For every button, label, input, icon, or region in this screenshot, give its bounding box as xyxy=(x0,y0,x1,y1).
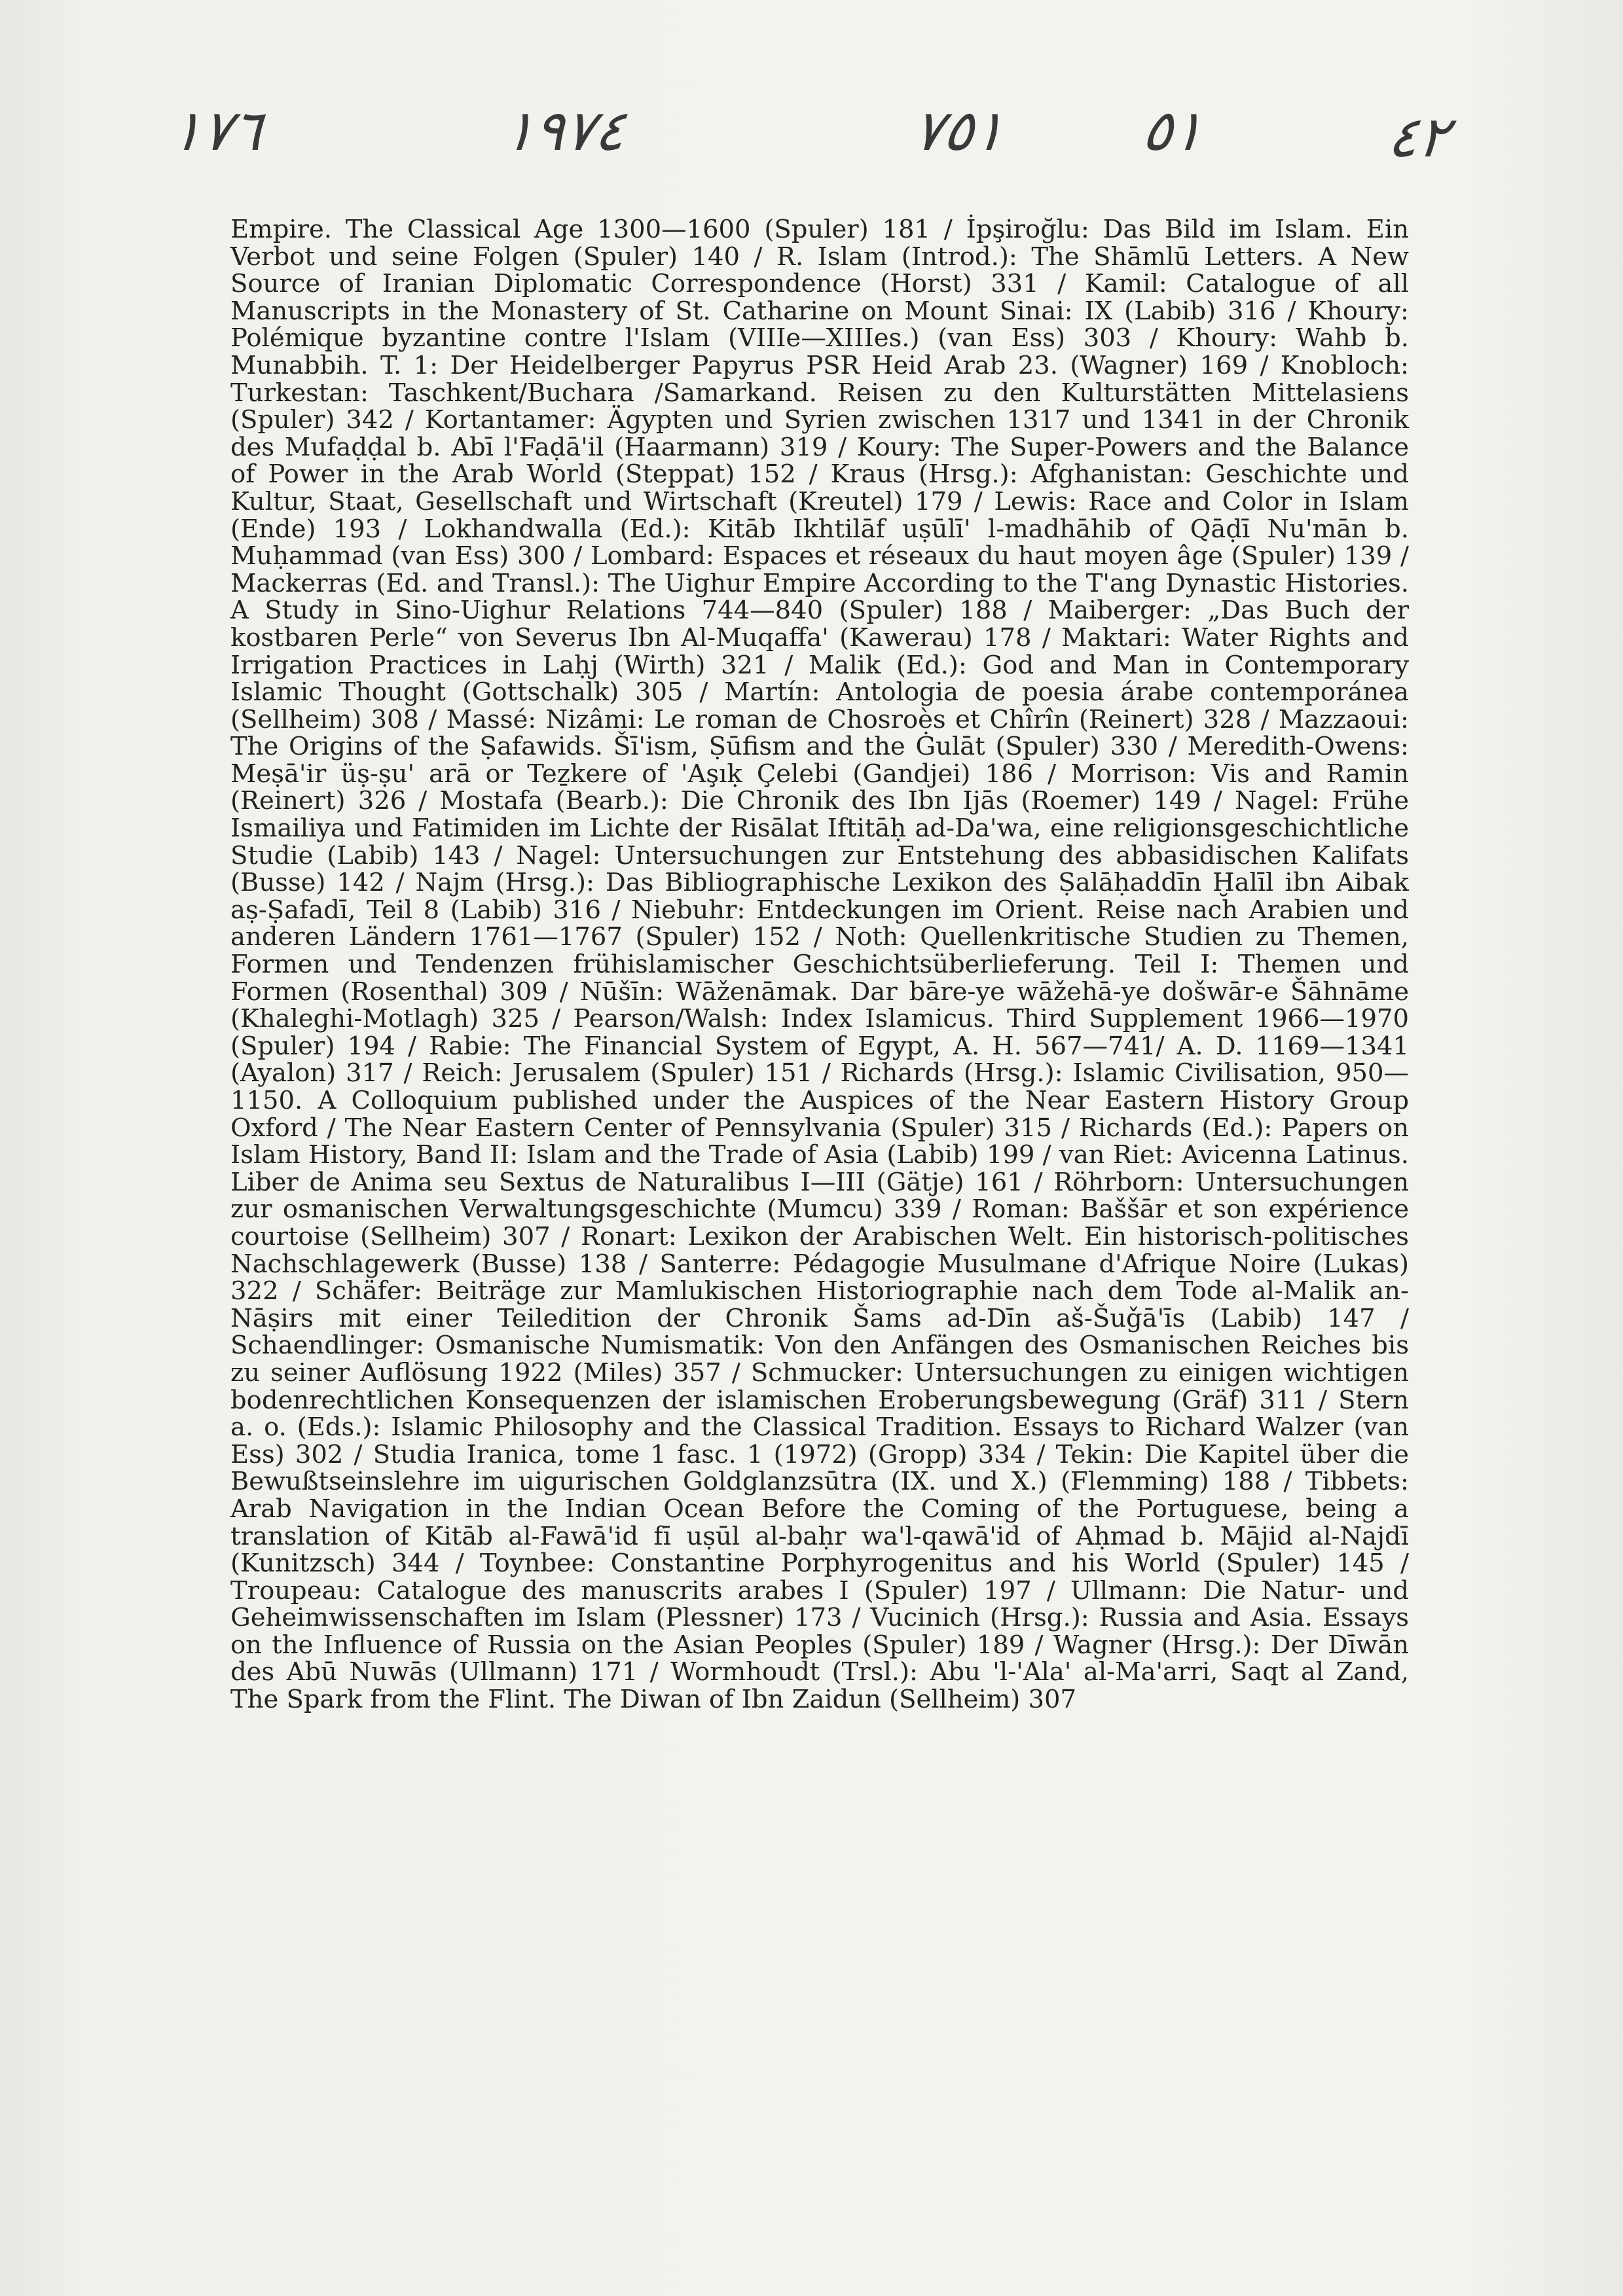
index-paragraph: Empire. The Classical Age 1300—1600 (Spuler) 181 / İpşiroğlu: Das Bild im Islam. Ein Verbot und seine Folgen (Spuler) 140 / R. Islam (Introd.): The Shāmlū Letters. A New Source of Iranian Diplomatic Correspondence (Horst) 331 / Kamil: Catalogue of all Manuscripts in the Monastery of St. Catharine on Mount Sinai: IX (Labib) 316 / Khoury: Polémique byzantine contre l'Islam (VIIIe—XIIIes.) (van Ess) 303 / Khoury: Wahb b. Munabbih. T. 1: Der Heidelberger Papyrus PSR Heid Arab 23. (Wagner) 169 / Knobloch: Turkestan: Taschkent/Buchara /Samarkand. Reisen zu den Kulturstätten Mittelasiens (Spuler) 342 / Kortantamer: Ägypten und Syrien zwischen 1317 und 1341 in der Chronik des Mufaḍḍal b. Abī l'Faḍā'il (Haarmann) 319 / Koury: The Super-Powers and the Balance of Power in the Arab World (Steppat) 152 / Kraus (Hrsg.): Afghanistan: Geschichte und Kultur, Staat, Gesellschaft und Wirtschaft (Kreutel) 179 / Lewis: Race and Color in Islam (Ende) 193 / Lokhandwalla (Ed.): Kitāb Ikhtilāf uṣūlī' l-madhāhib of Qāḍī Nu'mān b. Muḥammad (van Ess) 300 / Lombard: Espaces et réseaux du haut moyen âge (Spuler) 139 / Mackerras (Ed. and Transl.): The Uighur Empire According to the T'ang Dynastic Histories. A Study in Sino-Uighur Relations 744—840 (Spuler) 188 / Maiberger: „Das Buch der kostbaren Perle“ von Severus Ibn Al-Muqaffa' (Kawerau) 178 / Maktari: Water Rights and Irrigation Practices in Laḥj (Wirth) 321 / Malik (Ed.): God and Man in Contemporary Islamic Thought (Gottschalk) 305 / Martín: Antologia de poesia árabe contemporánea (Sellheim) 308 / Massé: Nizâmi: Le roman de Chosroès et Chîrîn (Reinert) 328 / Mazzaoui: The Origins of the Ṣafawids. Šī'ism, Ṣūfism and the Ġulāt (Spuler) 330 / Meredith-Owens: Meṣā'ir üṣ-ṣu' arā or Teẕkere of 'Aşıḳ Çelebi (Gandjei) 186 / Morrison: Vis and Ramin (Reinert) 326 / Mostafa (Bearb.): Die Chronik des Ibn Ijās (Roemer) 149 / Nagel: Frühe Ismailiya und Fatimiden im Lichte der Risālat Iftitāḥ ad-Da'wa, eine religionsgeschichtliche Studie (Labib) 143 / Nagel: Untersuchungen zur Entstehung des abbasidischen Kalifats (Busse) 142 / Najm (Hrsg.): Das Bibliographische Lexikon des Ṣalāḥaddīn Ḫalīl ibn Aibak aṣ-Ṣafadī, Teil 8 (Labib) 316 / Niebuhr: Entdeckungen im Orient. Reise nach Arabien und anderen Ländern 1761—1767 (Spuler) 152 / Noth: Quellenkritische Studien zu Themen, Formen und Tendenzen frühislamischer Geschichtsüberlieferung. Teil I: Themen und Formen (Rosenthal) 309 / Nūšīn: Wāženāmak. Dar bāre-ye wāžehā-ye došwār-e Šāhnāme (Khaleghi-Motlagh) 325 / Pearson/Walsh: Index Islamicus. Third Supplement 1966—1970 (Spuler) 194 / Rabie: The Financial System of Egypt, A. H. 567—741/ A. D. 1169—1341 (Ayalon) 317 / Reich: Jerusalem (Spuler) 151 / Richards (Hrsg.): Islamic Civilisation, 950—1150. A Colloquium published under the Auspices of the Near Eastern History Group Oxford / The Near Eastern Center of Pennsylvania (Spuler) 315 / Richards (Ed.): Papers on Islam History, Band II: Islam and the Trade of Asia (Labib) 199 / van Riet: Avicenna Latinus. Liber de Anima seu Sextus de Naturalibus I—III (Gätje) 161 / Röhrborn: Untersuchungen zur osmanischen Verwaltungsgeschichte (Mumcu) 339 / Roman: Baššār et son expérience courtoise (Sellheim) 307 / Ronart: Lexikon der Arabischen Welt. Ein historisch-politisches Nachschlagewerk (Busse) 138 / Santerre: Pédagogie Musulmane d'Afrique Noire (Lukas) 322 / Schäfer: Beiträge zur Mamlukischen Historiographie nach dem Tode al-Malik an-Nāṣirs mit einer Teiledition der Chronik Šams ad-Dīn aš-Šuǧā'īs (Labib) 147 / Schaendlinger: Osmanische Numismatik: Von den Anfängen des Osmanischen Reiches bis zu seiner Auflösung 1922 (Miles) 357 / Schmucker: Untersuchungen zu einigen wichtigen bodenrechtlichen Konsequenzen der islamischen Eroberungsbewegung (Gräf) 311 / Stern a. o. (Eds.): Islamic Philosophy and the Classical Tradition. Essays to Richard Walzer (van Ess) 302 / Studia Iranica, tome 1 fasc. 1 (1972) (Gropp) 334 / Tekin: Die Kapitel über die Bewußtseinslehre im uigurischen Goldglanzsūtra (IX. und X.) (Flemming) 188 / Tibbets: Arab Navigation in the Indian Ocean Before the Coming of the Portuguese, being a translation of Kitāb al-Fawā'id fī uṣūl al-baḥr wa'l-qawā'id of Aḥmad b. Mājid al-Najdī (Kunitzsch) 344 / Toynbee: Constantine Porphyrogenitus and his World (Spuler) 145 / Troupeau: Catalogue des manuscrits arabes I (Spuler) 197 / Ullmann: Die Natur- und Geheimwissenschaften im Islam (Plessner) 173 / Vucinich (Hrsg.): Russia and Asia. Essays on the Influence of Russia on the Asian Peoples (Spuler) 189 / Wagner (Hrsg.): Der Dīwān des Abū Nuwās (Ullmann) 171 / Wormhoudt (Trsl.): Abu 'l-'Ala' al-Ma'arri, Saqt al Zand, The Spark from the Flint. The Diwan of Ibn Zaidun (Sellheim) 307 xyxy=(230,215,1409,1715)
handwritten-mark: ٥١ xyxy=(1139,98,1207,164)
handwritten-mark: ٤٢ xyxy=(1384,105,1452,170)
handwritten-mark: ١٧٦ xyxy=(168,98,266,164)
handwritten-header xyxy=(0,98,1623,177)
handwritten-mark: ١٩٧٤ xyxy=(500,98,629,164)
handwritten-mark: ٧٥١ xyxy=(909,98,1008,164)
index-text-block xyxy=(230,216,1409,1713)
